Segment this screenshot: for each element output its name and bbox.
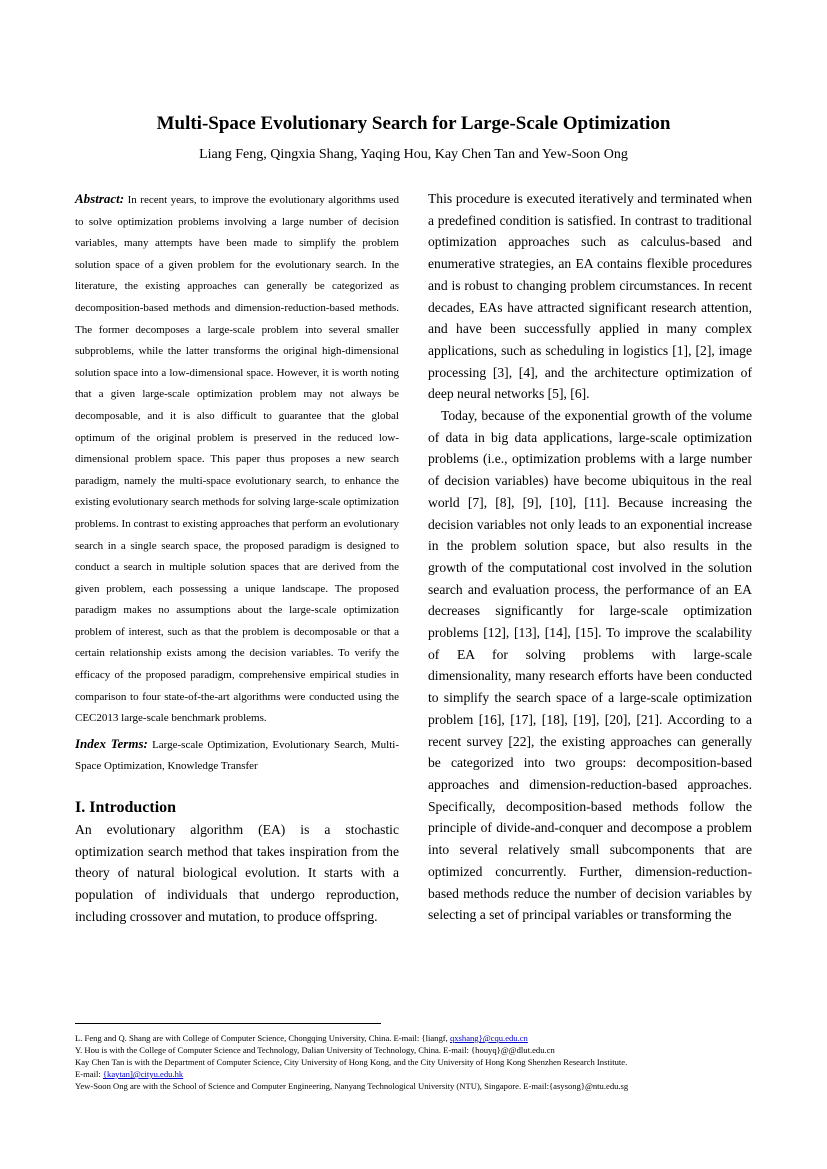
email-link-qxshang[interactable]: qxshang}@cqu.edu.cn — [449, 1033, 528, 1043]
abstract-section — [75, 188, 399, 730]
footnotes — [75, 1032, 765, 1092]
paper-title: Multi-Space Evolutionary Search for Large-Scale Optimization — [156, 113, 671, 134]
intro-paragraph-right-1: This procedure is executed iteratively and terminated when a predefined condition is satisfied. In contrast to traditional optimization approaches such as calculus-based and enumerative strategies, an EA contains flexible procedures and is robust to changing problem circumstances. In recent decades, EAs have attracted significant research attention, and have been successfully applied in many complex applications, such as scheduling in logistics [1], [2], image processing [3], [4], and the architecture optimization of deep neural networks [5], [6]. — [428, 191, 752, 402]
footnote-ong: Yew-Soon Ong are with the School of Science and Computer Engineering, Nanyang Technological University (NTU), Singapore. E-mail:{asysong}@ntu.edu.sg — [75, 1081, 629, 1091]
right-column — [428, 188, 752, 926]
author-list: Liang Feng, Qingxia Shang, Yaqing Hou, Kay Chen Tan and Yew-Soon Ong — [199, 147, 628, 162]
index-terms-label: Index Terms: — [75, 735, 148, 751]
section-heading-introduction: I. Introduction — [75, 799, 177, 817]
index-terms-section — [75, 733, 399, 778]
footnote-feng-shang — [75, 1032, 765, 1044]
index-terms-text: Large-scale Optimization, Evolutionary Search, Multi-Space Optimization, Knowledge Transfer — [75, 738, 399, 773]
footnote-divider — [75, 1023, 381, 1024]
left-column — [75, 188, 399, 928]
footnote-tan-email-prefix: E-mail: — [75, 1069, 103, 1079]
intro-paragraph-right-2: Today, because of the exponential growth of the volume of data in big data applications, large-scale optimization problems (i.e., optimization problems with a large number of decision variables) have become ubiquitous in the real world [7], [8], [9], [10], [11]. Because increasing the decision variables not only leads to an exponential increase in the problem solution space, but also results in the growth of the computational cost involved in the solution search and evaluation process, the performance of an EA decreases significantly for large-scale optimization problems [12], [13], [14], [15]. To improve the scalability of EA for solving problems with large-scale dimensionality, many research efforts have been conducted to simplify the search space of a large-scale optimization problem [16], [17], [18], [19], [20], [21]. According to a recent survey [22], the existing approaches can generally be categorized into two groups: decomposition-based approaches and dimension-reduction-based approaches. Specifically, decomposition-based methods follow the principle of divide-and-conquer and decompose a problem into several relatively small subcomponents that are optimized concurrently. Further, dimension-reduction-based methods reduce the number of decision variables by selecting a set of principal variables or transforming the — [428, 408, 752, 923]
footnote-hou: Y. Hou is with the College of Computer Science and Technology, Dalian University of Technology, China. E-mail: {houyq}@@dlut.edu.cn — [75, 1045, 555, 1055]
email-link-kaytan[interactable]: {kaytan]@cityu.edu.hk — [102, 1069, 184, 1079]
abstract-label: Abstract: — [75, 191, 125, 206]
footnote-tan-affiliation: Kay Chen Tan is with the Department of Computer Science, City University of Hong Kong, and the City University of Hong Kong Shenzhen Research Institute. — [75, 1057, 628, 1067]
abstract-text: In recent years, to improve the evolutionary algorithms used to solve optimization problems involving a large number of decision variables, many attempts have been made to simplify the problem solution space of a given problem for the evolutionary search. In the literature, the existing approaches can generally be categorized as decomposition-based methods and dimension-reduction-based methods. The former decomposes a large-scale problem into several smaller subproblems, while the latter transforms the original high-dimensional solution space into a low-dimensional space. However, it is worth noting that a given large-scale optimization problem may not always be decomposable, and it is also difficult to guarantee that the global optimum of the original problem is preserved in the reduced low-dimensional problem space. This paper thus proposes a new search paradigm, namely the multi-space evolutionary search, to enhance the existing evolutionary search methods for solving large-scale optimization problems. In contrast to existing approaches that perform an evolutionary search in a single search space, the proposed paradigm is designed to conduct a search in multiple solution spaces that are derived from the given problem, each possessing a unique landscape. The proposed paradigm makes no assumptions about the large-scale optimization problem of interest, such as that the problem is decomposable or that a certain relationship exists among the decision variables. To verify the efficacy of the proposed paradigm, comprehensive empirical studies in comparison to four state-of-the-art algorithms were conducted using the CEC2013 large-scale benchmark problems. — [75, 194, 400, 725]
footnote-tan-email — [75, 1068, 765, 1080]
intro-paragraph-left: An evolutionary algorithm (EA) is a stochastic optimization search method that takes inspiration from the theory of natural biological evolution. It starts with a population of individuals that undergo reproduction, including crossover and mutation, to produce offspring. — [75, 822, 399, 924]
footnote-feng-shang-text: L. Feng and Q. Shang are with College of Computer Science, Chongqing University, China. E-mail: {liangf, — [75, 1033, 450, 1043]
